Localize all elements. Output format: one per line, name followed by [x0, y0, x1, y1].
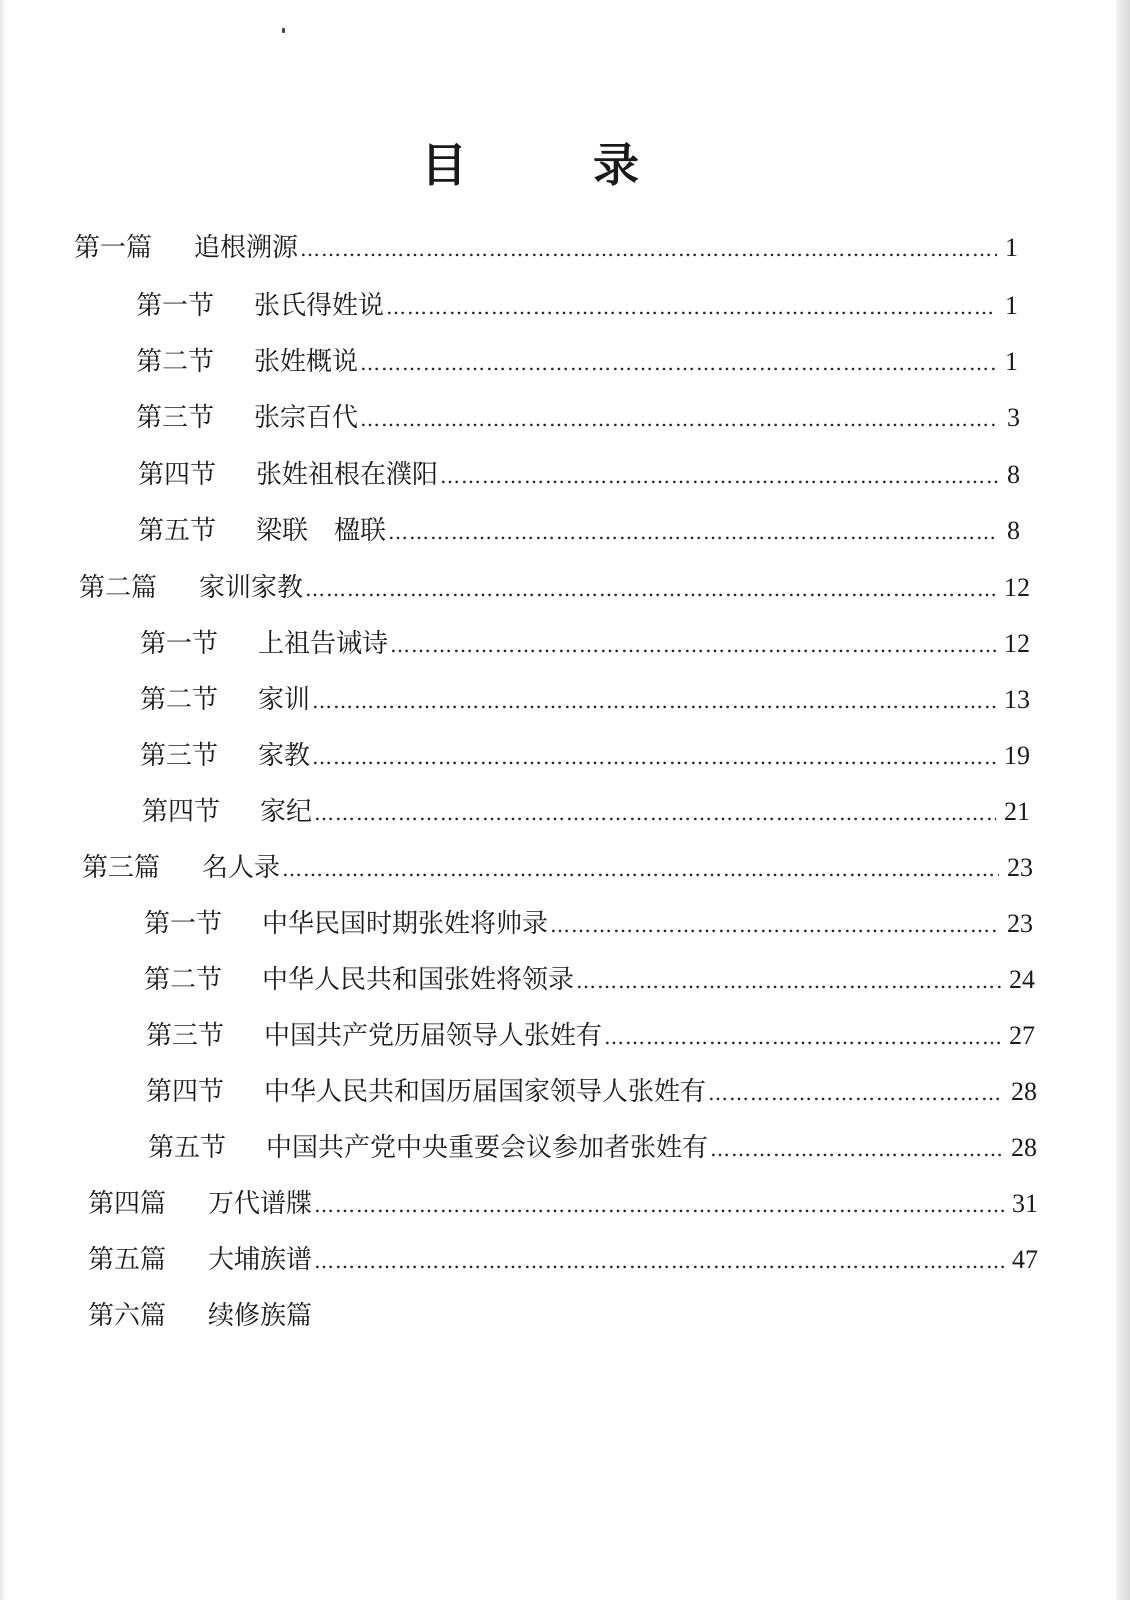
- toc-entry-label: 第一节: [136, 291, 215, 321]
- toc-entry-page-number: 8: [1007, 460, 1020, 489]
- toc-entry-label: 第四节: [146, 1077, 225, 1107]
- scan-left-edge: [0, 0, 6, 1600]
- toc-entry-title: 中华民国时期张姓将帅录: [262, 909, 549, 939]
- toc-entry-title: 名人录: [202, 853, 281, 883]
- dot-leader: [314, 1243, 1004, 1279]
- toc-entry-page-number: 12: [1004, 629, 1030, 658]
- toc-entry-title: 追根溯源: [194, 233, 299, 263]
- toc-entry-title: 中国共产党中央重要会议参加者张姓有: [266, 1133, 709, 1163]
- page-title: 目 录: [421, 138, 679, 192]
- toc-entry-page-number: 47: [1012, 1245, 1038, 1274]
- toc-entry-section[interactable]: [138, 457, 1020, 493]
- toc-entry-label: 第一节: [140, 629, 219, 659]
- toc-entry-title: 中华人民共和国历届国家领导人张姓有: [264, 1077, 707, 1107]
- toc-entry-section[interactable]: [136, 344, 1018, 380]
- toc-entry-section[interactable]: [142, 794, 1030, 830]
- dot-leader: [305, 571, 996, 607]
- toc-entry-part[interactable]: [88, 1298, 1038, 1334]
- toc-entry-label: 第六篇: [88, 1301, 167, 1331]
- toc-entry-section[interactable]: [140, 738, 1030, 774]
- toc-entry-label: 第三节: [146, 1021, 225, 1051]
- toc-entry-title: 家训: [258, 685, 311, 715]
- toc-entry-label: 第一节: [144, 909, 223, 939]
- toc-entry-label: 第四篇: [88, 1189, 167, 1219]
- toc-entry-label: 第五篇: [88, 1245, 167, 1275]
- toc-entry-label: 第二篇: [79, 573, 158, 603]
- dot-leader: [710, 1131, 1003, 1167]
- dot-leader: [282, 851, 999, 887]
- toc-entry-label: 第三节: [136, 403, 215, 433]
- toc-entry-page-number: 3: [1007, 403, 1020, 432]
- dot-leader: [312, 683, 996, 719]
- toc-entry-section[interactable]: [148, 1130, 1037, 1166]
- toc-entry-label: 第五节: [138, 516, 217, 546]
- toc-entry-section[interactable]: [136, 400, 1020, 436]
- toc-entry-part[interactable]: [74, 230, 1018, 266]
- toc-entry-page-number: 28: [1011, 1133, 1037, 1162]
- dot-leader: [440, 458, 999, 494]
- toc-entry-page-number: 21: [1004, 797, 1030, 826]
- dot-leader: [576, 963, 1001, 999]
- toc-entry-page-number: 28: [1011, 1077, 1037, 1106]
- toc-entry-label: 第五节: [148, 1133, 227, 1163]
- toc-entry-section[interactable]: [138, 513, 1020, 549]
- dot-leader: [312, 739, 996, 775]
- toc-entry-page-number: 1: [1005, 347, 1018, 376]
- toc-entry-page-number: 23: [1007, 853, 1033, 882]
- toc-entry-title: 张氏得姓说: [254, 291, 385, 321]
- dot-leader: [314, 795, 996, 831]
- toc-entry-title: 续修族篇: [208, 1301, 313, 1331]
- toc-entry-page-number: 23: [1007, 909, 1033, 938]
- toc-entry-label: 第三篇: [82, 853, 161, 883]
- toc-entry-title: 家训家教: [199, 573, 304, 603]
- toc-entry-section[interactable]: [140, 626, 1030, 662]
- toc-entry-section[interactable]: [140, 682, 1030, 718]
- toc-entry-title: 家纪: [260, 797, 313, 827]
- toc-entry-section[interactable]: [146, 1018, 1035, 1054]
- dot-leader: [390, 627, 996, 663]
- toc-entry-page-number: 1: [1005, 291, 1018, 320]
- dot-leader: [386, 289, 997, 325]
- scan-right-edge: [1116, 0, 1130, 1600]
- dot-leader: [388, 514, 999, 550]
- dot-leader: [550, 907, 999, 943]
- toc-entry-label: 第二节: [136, 347, 215, 377]
- toc-entry-part[interactable]: [82, 850, 1033, 886]
- toc-entry-page-number: 12: [1004, 573, 1030, 602]
- toc-entry-page-number: 24: [1009, 965, 1035, 994]
- toc-entry-title: 梁联 楹联: [256, 516, 387, 546]
- toc-entry-title: 张姓概说: [254, 347, 359, 377]
- toc-entry-page-number: 13: [1004, 685, 1030, 714]
- toc-entry-part[interactable]: [88, 1186, 1038, 1222]
- toc-entry-page-number: 1: [1005, 233, 1018, 262]
- toc-entry-section[interactable]: [144, 962, 1035, 998]
- dot-leader: [360, 345, 997, 381]
- dot-leader: [360, 401, 999, 437]
- dot-leader: [708, 1075, 1003, 1111]
- toc-entry-title: 家教: [258, 741, 311, 771]
- toc-entry-title: 中国共产党历届领导人张姓有: [264, 1021, 603, 1051]
- dot-leader: [604, 1019, 1001, 1055]
- toc-entry-title: 张姓祖根在濮阳: [256, 460, 439, 490]
- toc-entry-section[interactable]: [136, 288, 1018, 324]
- toc-entry-title: 上祖告诫诗: [258, 629, 389, 659]
- toc-entry-part[interactable]: [88, 1242, 1038, 1278]
- toc-entry-title: 张宗百代: [254, 403, 359, 433]
- toc-entry-section[interactable]: [146, 1074, 1037, 1110]
- toc-entry-title: 万代谱牒: [208, 1189, 313, 1219]
- dot-leader: [300, 231, 997, 267]
- toc-entry-page-number: 31: [1012, 1189, 1038, 1218]
- dot-leader: [314, 1187, 1004, 1223]
- toc-entry-section[interactable]: [144, 906, 1033, 942]
- toc-entry-page-number: 19: [1004, 741, 1030, 770]
- toc-entry-label: 第二节: [144, 965, 223, 995]
- toc-entry-part[interactable]: [79, 570, 1030, 606]
- toc-entry-label: 第三节: [140, 741, 219, 771]
- toc-entry-page-number: 8: [1007, 516, 1020, 545]
- toc-entry-label: 第四节: [142, 797, 221, 827]
- toc-entry-page-number: 27: [1009, 1021, 1035, 1050]
- toc-entry-label: 第二节: [140, 685, 219, 715]
- toc-entry-label: 第一篇: [74, 233, 153, 263]
- toc-entry-title: 中华人民共和国张姓将领录: [262, 965, 575, 995]
- scan-speck: [282, 28, 285, 33]
- toc-entry-title: 大埔族谱: [208, 1245, 313, 1275]
- toc-entry-label: 第四节: [138, 460, 217, 490]
